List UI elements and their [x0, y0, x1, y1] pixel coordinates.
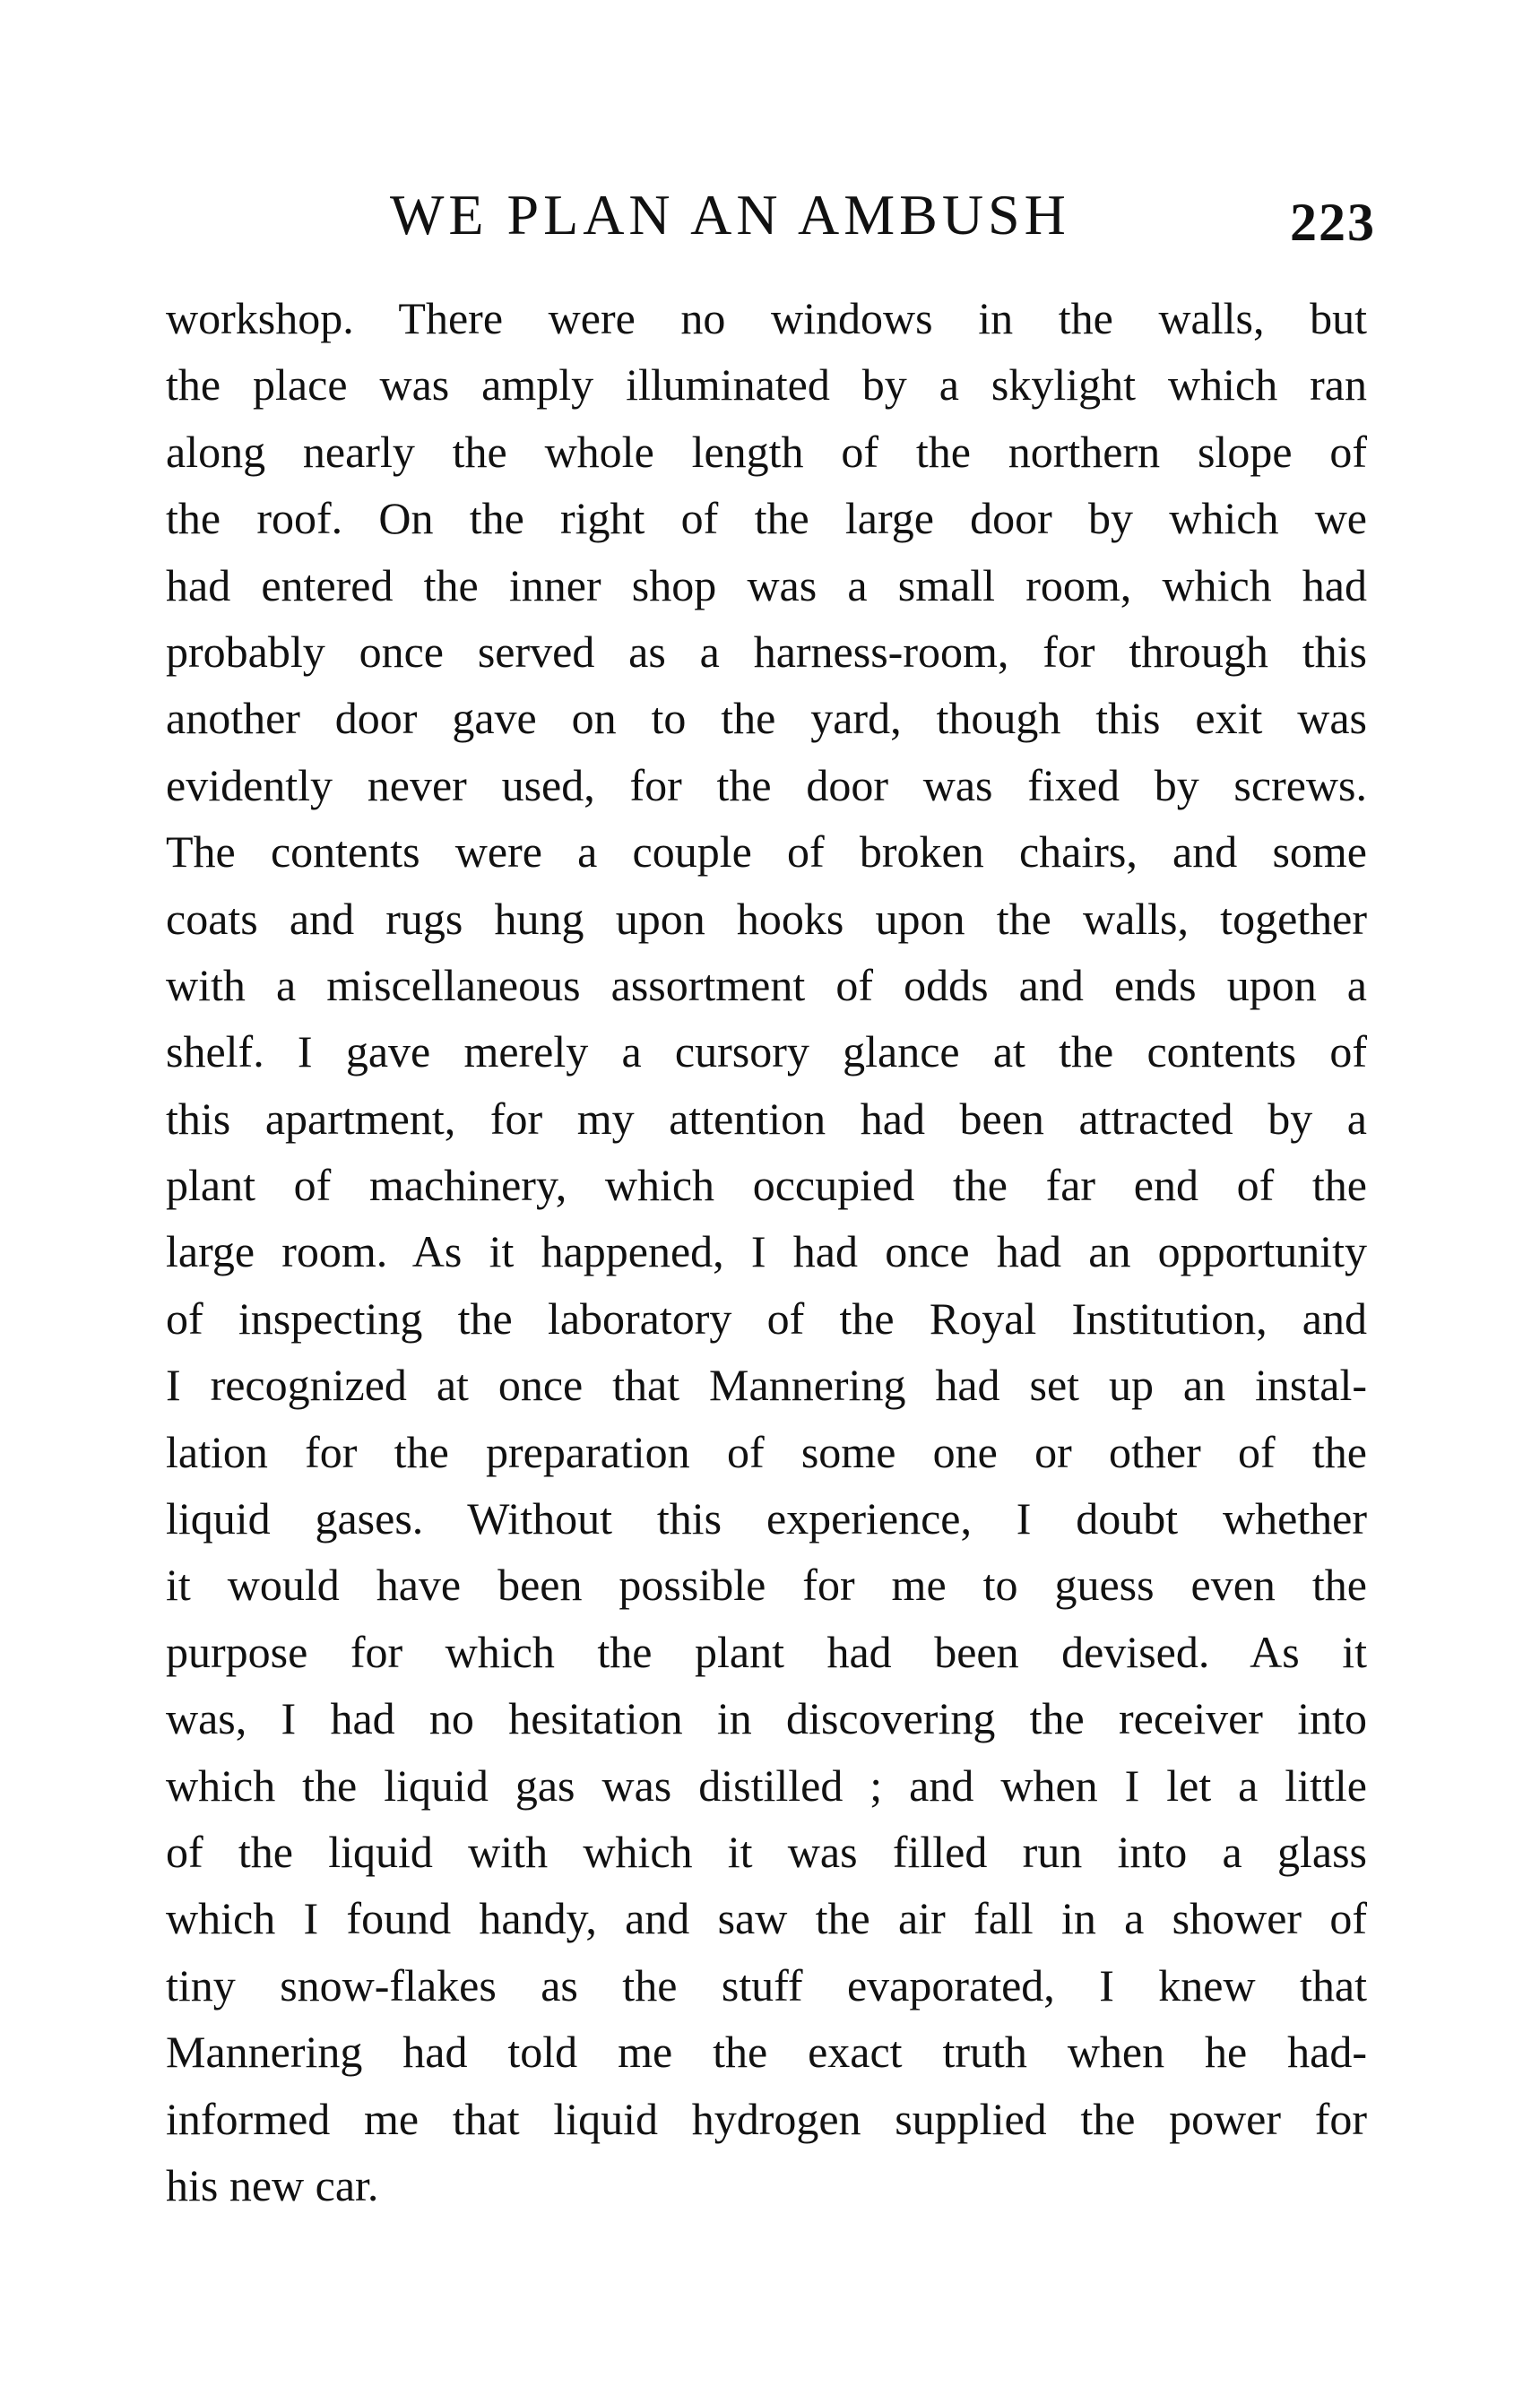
text-line: probably once served as a harness-room, for through this	[166, 626, 1367, 677]
text-line: tiny snow-flakes as the stuff evaporated, I knew that	[166, 1959, 1367, 2011]
text-line: of inspecting the laboratory of the Royal Institution, and	[166, 1293, 1367, 1344]
text-line: shelf. I gave merely a cursory glance at the contents of	[166, 1026, 1367, 1077]
text-line: had entered the inner shop was a small room, which had	[166, 559, 1367, 610]
text-line: coats and rugs hung upon hooks upon the walls, together	[166, 893, 1367, 944]
running-header	[166, 179, 1376, 251]
text-line: plant of machinery, which occupied the far end of the	[166, 1160, 1367, 1211]
text-line: was, I had no hesitation in discovering the receiver into	[166, 1693, 1367, 1744]
text-line: of the liquid with which it was filled run into a glass	[166, 1826, 1367, 1877]
page-number: 223	[1290, 193, 1376, 252]
text-line: liquid gases. Without this experience, I doubt whether	[166, 1493, 1367, 1544]
text-line: along nearly the whole length of the northern slope of	[166, 426, 1367, 477]
text-line: which I found handy, and saw the air fall in a shower of	[166, 1893, 1367, 1944]
text-line: informed me that liquid hydrogen supplied the power for	[166, 2093, 1367, 2144]
text-line: the place was amply illuminated by a skylight which ran	[166, 359, 1367, 411]
text-line: The contents were a couple of broken chairs, and some	[166, 826, 1367, 878]
text-line-final: his new car.	[166, 2159, 379, 2210]
text-line: it would have been possible for me to guess even the	[166, 1560, 1367, 1611]
text-line: workshop. There were no windows in the walls, but	[166, 293, 1367, 343]
text-line: Mannering had told me the exact truth when he had-	[166, 2027, 1367, 2078]
text-line: this apartment, for my attention had been attracted by a	[166, 1093, 1367, 1144]
text-line: which the liquid gas was distilled ; and when I let a little	[166, 1760, 1367, 1811]
text-line: purpose for which the plant had been devised. As it	[166, 1626, 1367, 1677]
body-text	[166, 285, 1367, 2218]
text-line: evidently never used, for the door was fixed by screws.	[166, 759, 1367, 810]
text-line: the roof. On the right of the large door by which we	[166, 493, 1367, 544]
text-line: lation for the preparation of some one or other of the	[166, 1426, 1367, 1477]
chapter-title: WE PLAN AN AMBUSH	[390, 183, 1070, 246]
text-line: with a miscellaneous assortment of odds and ends upon a	[166, 959, 1367, 1010]
text-line: I recognized at once that Mannering had set up an instal-	[166, 1360, 1367, 1411]
text-line: large room. As it happened, I had once had an opportunity	[166, 1226, 1367, 1277]
text-line: another door gave on to the yard, though this exit was	[166, 693, 1367, 744]
